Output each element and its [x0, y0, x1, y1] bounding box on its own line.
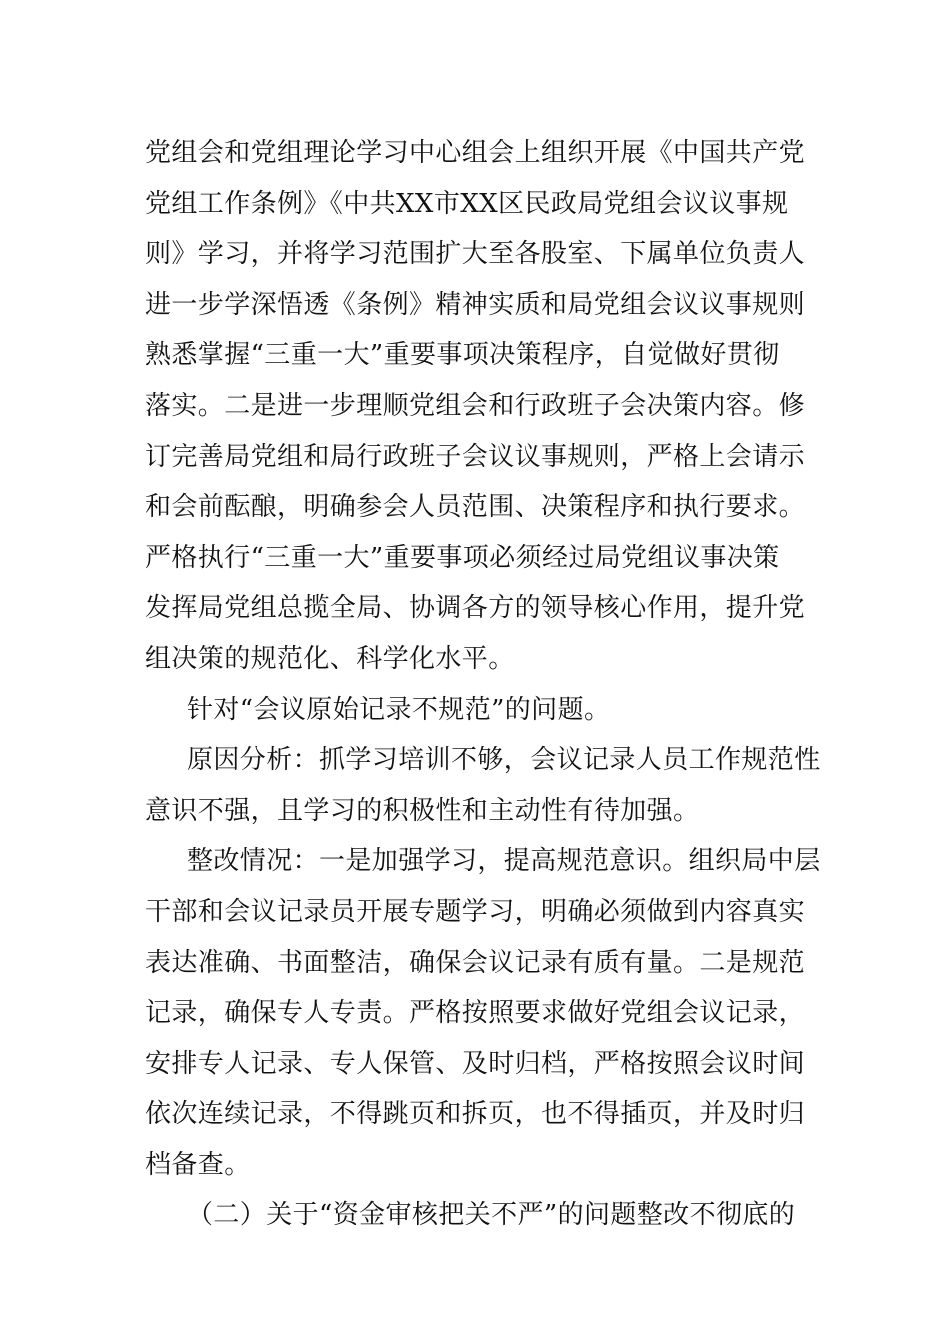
text-line: 表达准确、书面整洁，确保会议记录有质有量。二是规范 [145, 947, 806, 978]
paragraph-meeting-rules [145, 128, 810, 685]
text-line: 记录，确保专人专责。严格按照要求做好党组会议记录， [145, 998, 806, 1029]
text-line: 档备查。 [145, 1149, 251, 1180]
text-line: 熟悉掌握“三重一大”重要事项决策程序，自觉做好贯彻 [145, 340, 780, 371]
text-line: 进一步学深悟透《条例》精神实质和局党组会议议事规则 [145, 289, 806, 320]
text-line: 依次连续记录，不得跳页和拆页，也不得插页，并及时归 [145, 1099, 806, 1130]
text-line: 党组工作条例》《中共XX市XX区民政局党组会议议事规 [145, 188, 789, 219]
text-line: 发挥局党组总揽全局、协调各方的领导核心作用，提升党 [145, 593, 806, 624]
text-line: 原因分析：抓学习培训不够，会议记录人员工作规范性 [187, 745, 821, 776]
paragraph-issue-heading [145, 685, 810, 736]
text-line: （二）关于“资金审核把关不严”的问题整改不彻底的 [187, 1200, 796, 1231]
text-line: 和会前酝酿，明确参会人员范围、决策程序和执行要求。 [145, 492, 806, 523]
document-body [145, 128, 821, 1241]
text-line: 安排专人记录、专人保管、及时归档，严格按照会议时间 [145, 1048, 806, 1079]
text-line: 则》学习，并将学习范围扩大至各股室、下属单位负责人 [145, 239, 806, 270]
text-line: 严格执行“三重一大”重要事项必须经过局党组议事决策 [145, 542, 780, 573]
text-line: 整改情况：一是加强学习，提高规范意识。组织局中层 [187, 846, 821, 877]
paragraph-section-two-heading [145, 1190, 810, 1241]
text-line: 落实。二是进一步理顺党组会和行政班子会决策内容。修 [145, 390, 806, 421]
text-line: 组决策的规范化、科学化水平。 [145, 643, 515, 674]
text-line: 意识不强，且学习的积极性和主动性有待加强。 [145, 795, 700, 826]
text-line: 党组会和党组理论学习中心组会上组织开展《中国共产党 [145, 138, 806, 168]
text-line: 针对“会议原始记录不规范”的问题。 [187, 694, 611, 725]
paragraph-cause-analysis [145, 735, 821, 836]
paragraph-rectification [145, 836, 821, 1190]
text-line: 干部和会议记录员开展专题学习，明确必须做到内容真实 [145, 896, 806, 927]
text-line: 订完善局党组和局行政班子会议议事规则，严格上会请示 [145, 441, 806, 472]
